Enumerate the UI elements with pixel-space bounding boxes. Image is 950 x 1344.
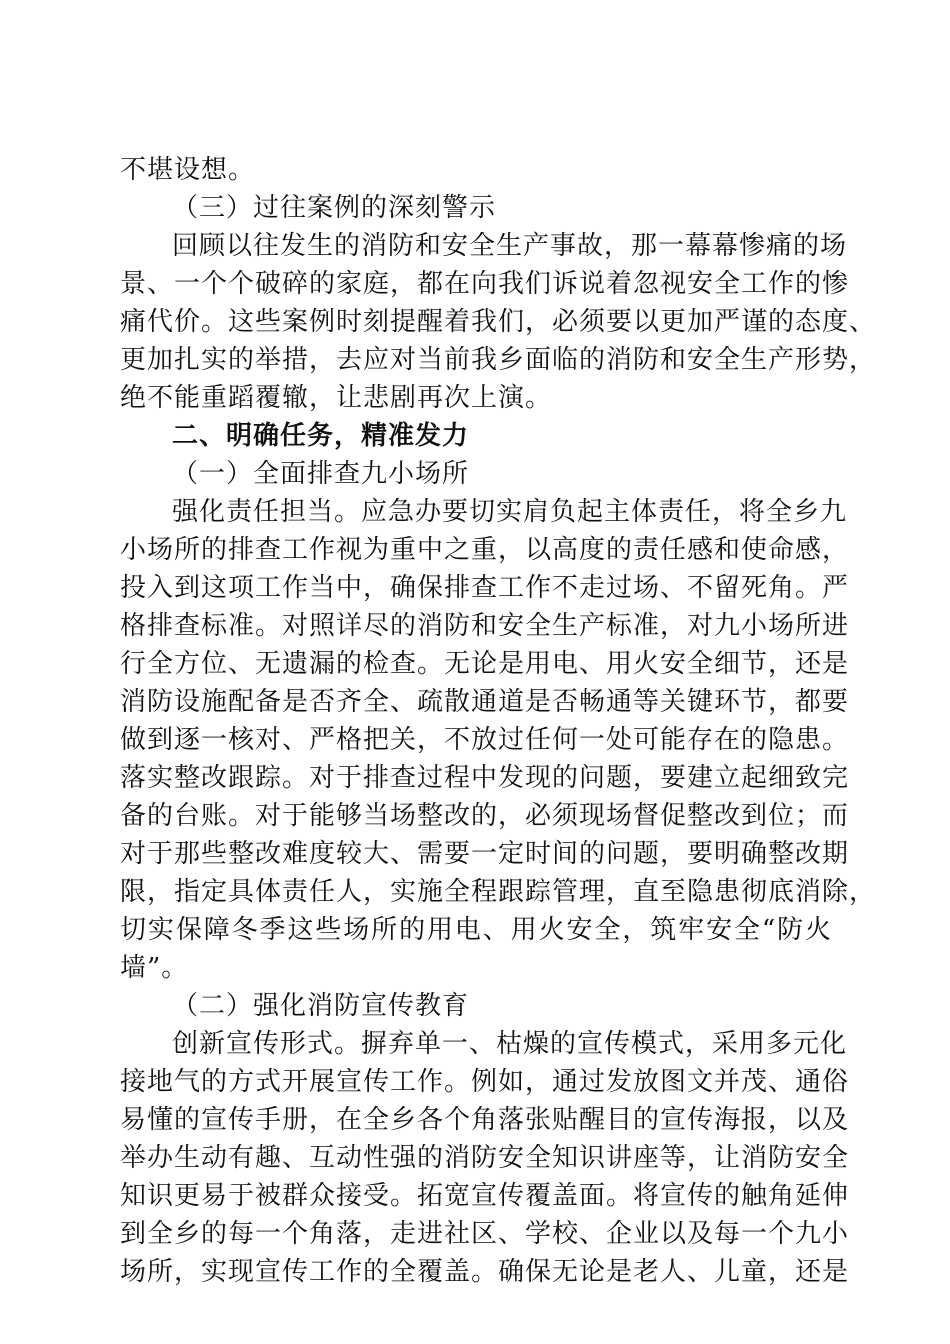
text-line: 接地气的方式开展宣传工作。例如，通过发放图文并茂、通俗: [120, 1067, 850, 1097]
text-line: 限，指定具体责任人，实施全程跟踪管理，直至隐患彻底消除，: [120, 877, 877, 907]
text-line: 痛代价。这些案例时刻提醒着我们，必须要以更加严谨的态度、: [120, 307, 877, 337]
text-line: 更加扎实的举措，去应对当前我乡面临的消防和安全生产形势，: [120, 345, 877, 375]
section-heading: （二）强化消防宣传教育: [172, 991, 470, 1021]
text-line: 做到逐一核对、严格把关，不放过任何一处可能存在的隐患。: [120, 725, 850, 755]
text-line: 到全乡的每一个角落，走进社区、学校、企业以及每一个九小: [120, 1219, 850, 1249]
chapter-heading: 二、明确任务，精准发力: [172, 421, 470, 451]
text-line: 行全方位、无遗漏的检查。无论是用电、用火安全细节，还是: [120, 649, 850, 679]
text-line: 备的台账。对于能够当场整改的，必须现场督促整改到位；而: [120, 801, 850, 831]
text-line: 墙”。: [120, 953, 189, 983]
text-line: 场所，实现宣传工作的全覆盖。确保无论是老人、儿童，还是: [120, 1257, 850, 1287]
text-line: 格排查标准。对照详尽的消防和安全生产标准，对九小场所进: [120, 611, 850, 641]
section-heading: （一）全面排查九小场所: [172, 459, 470, 489]
text-line: 消防设施配备是否齐全、疏散通道是否畅通等关键环节，都要: [120, 687, 850, 717]
text-line: 知识更易于被群众接受。拓宽宣传覆盖面。将宣传的触角延伸: [120, 1181, 850, 1211]
text-line: 不堪设想。: [120, 155, 256, 185]
section-heading: （三）过往案例的深刻警示: [172, 193, 497, 223]
text-line: 落实整改跟踪。对于排查过程中发现的问题，要建立起细致完: [120, 763, 850, 793]
text-line: 回顾以往发生的消防和安全生产事故，那一幕幕惨痛的场: [172, 231, 848, 261]
text-line: 景、一个个破碎的家庭，都在向我们诉说着忽视安全工作的惨: [120, 269, 850, 299]
text-line: 投入到这项工作当中，确保排查工作不走过场、不留死角。严: [120, 573, 850, 603]
text-line: 绝不能重蹈覆辙，让悲剧再次上演。: [120, 383, 553, 413]
text-line: 强化责任担当。应急办要切实肩负起主体责任，将全乡九: [172, 497, 848, 527]
text-line: 小场所的排查工作视为重中之重，以高度的责任感和使命感，: [120, 535, 850, 565]
text-line: 对于那些整改难度较大、需要一定时间的问题，要明确整改期: [120, 839, 850, 869]
text-line: 易懂的宣传手册，在全乡各个角落张贴醒目的宣传海报，以及: [120, 1105, 850, 1135]
text-line: 切实保障冬季这些场所的用电、用火安全，筑牢安全“防火: [120, 915, 832, 945]
text-line: 举办生动有趣、互动性强的消防安全知识讲座等，让消防安全: [120, 1143, 850, 1173]
text-line: 创新宣传形式。摒弃单一、枯燥的宣传模式，采用多元化: [172, 1029, 848, 1059]
